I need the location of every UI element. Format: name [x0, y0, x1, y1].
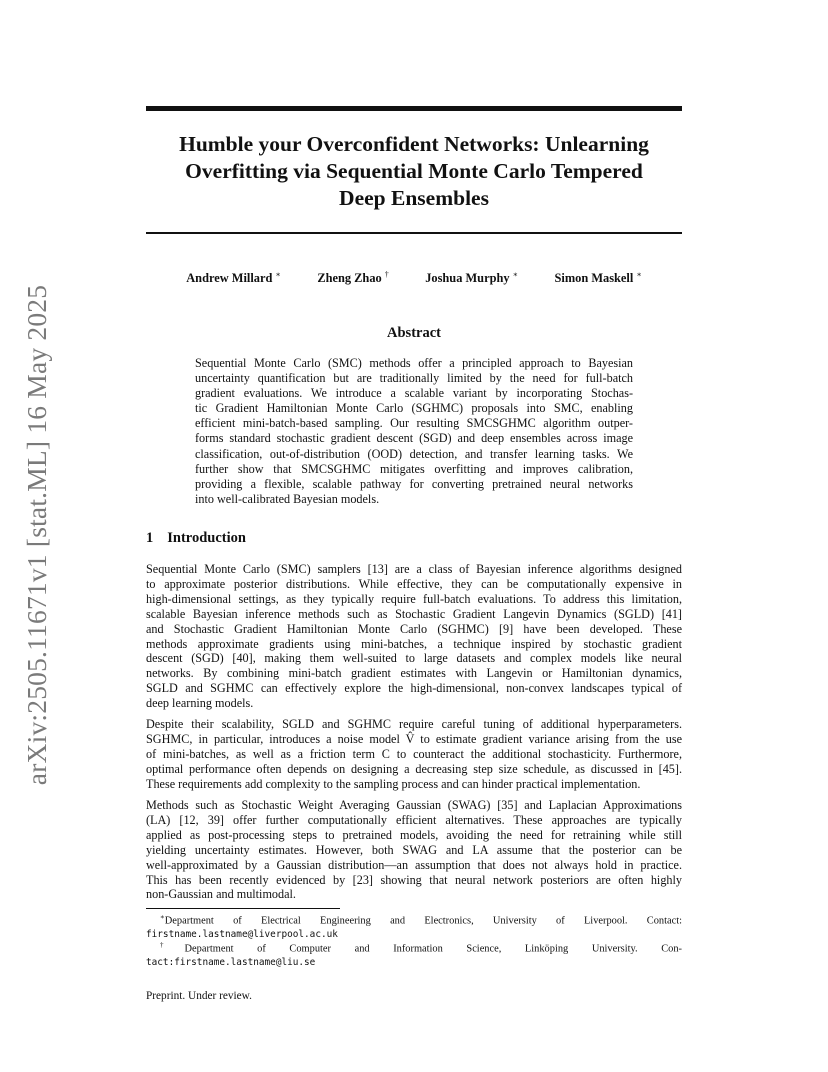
- abstract-heading: Abstract: [387, 325, 441, 341]
- intro-paragraph-1: [146, 562, 682, 711]
- title-line: Overfitting via Sequential Monte Carlo Tempered: [185, 159, 643, 183]
- footnote-1: [146, 911, 682, 942]
- text-line: SGLD and SGHMC can effectively explore the high-dimensional, non-convex landscapes typical of: [146, 681, 682, 696]
- text-line: applied as post-processing steps to pretrained models, avoiding the need for retraining while still: [146, 827, 682, 842]
- author: Andrew Millard ∗: [186, 270, 281, 286]
- text-line: and Stochastic Gradient Hamiltonian Monte Carlo (SGHMC) [9] have been developed. These: [146, 621, 682, 636]
- text-line: descent (SGD) [40], making them well-suited to large datasets and complex models like neural: [146, 651, 682, 666]
- affiliation-mark: ∗: [512, 270, 518, 279]
- text-line: networks. By combining mini-batch gradient estimates with Langevin or Hamiltonian dynamics,: [146, 666, 682, 681]
- arxiv-identifier-stamp: [8, 285, 66, 785]
- text-line: yielding uncertainty estimates. However, both SWAG and LA assume that the posterior can be: [146, 842, 682, 857]
- title-line: Deep Ensembles: [339, 186, 489, 210]
- affiliation-mark: †: [384, 270, 389, 279]
- affiliation-mark: ∗: [275, 270, 281, 279]
- footnote-email: tact:firstname.lastname@liu.se: [146, 957, 316, 969]
- text-line: Despite their scalability, SGLD and SGHMC require careful tuning of additional hyperparameters.: [146, 717, 682, 731]
- abstract-text: [195, 356, 633, 507]
- author: Joshua Murphy ∗: [425, 270, 518, 286]
- text-line: to approximate posterior distributions. While effective, they can be computationally expensive in: [146, 576, 682, 591]
- footnote-mark: ∗: [160, 913, 165, 921]
- text-line: of mini-batches, as well as a friction term C to counteract the additional stochasticity. Furthermore,: [146, 746, 682, 761]
- footnote-line: ∗Department of Electrical Engineering and Electronics, University of Liverpool. Contact:: [160, 913, 682, 927]
- paper-title: [146, 131, 682, 212]
- title-bottom-rule: [146, 232, 682, 234]
- footnote-divider: [146, 908, 340, 909]
- text-line: uncertainty quantification but are traditionally limited by the need for full-batch: [195, 371, 633, 386]
- text-line: Sequential Monte Carlo (SMC) methods offer a principled approach to Bayesian: [195, 356, 633, 370]
- text-line: forms standard stochastic gradient descent (SGD) and deep ensembles across image: [195, 431, 633, 446]
- author: Zheng Zhao †: [317, 270, 389, 286]
- text-line: This has been recently evidenced by [23] showing that neural network posteriors are often highly: [146, 872, 682, 887]
- text-line: Methods such as Stochastic Weight Averaging Gaussian (SWAG) [35] and Laplacian Approximations: [146, 798, 682, 812]
- footnote-mark: †: [160, 941, 185, 949]
- text-line: high-dimensional settings, as they typically require full-batch evaluations. To address this limitation,: [146, 591, 682, 606]
- text-line: providing a flexible, scalable pathway for converting pretrained neural networks: [195, 476, 633, 491]
- title-line: Humble your Overconfident Networks: Unlearning: [179, 132, 649, 156]
- text-line: (LA) [12, 39] offer further computationally efficient alternatives. These approaches are typically: [146, 812, 682, 827]
- text-line: These requirements add complexity to the sampling process and can hinder practical implementation.: [146, 776, 641, 791]
- intro-paragraph-3: [146, 798, 682, 902]
- text-line: SGHMC, in particular, introduces a noise model V̂ to estimate gradient variance arising from the use: [146, 731, 682, 746]
- footnote-2: [146, 939, 682, 970]
- text-line: deep learning models.: [146, 696, 254, 711]
- arxiv-identifier-text: arXiv:2505.11671v1 [stat.ML] 16 May 2025: [21, 284, 52, 786]
- text-line: methods approximate gradients using mini-batches, a technique inspired by stochastic gradient: [146, 636, 682, 651]
- section-title: Introduction: [167, 530, 246, 546]
- text-line: scalable Bayesian inference methods such as Stochastic Gradient Langevin Dynamics (SGLD) [41]: [146, 606, 682, 621]
- author-list: [146, 270, 682, 286]
- title-top-rule: [146, 106, 682, 111]
- text-line: optimal performance often depends on designing a decreasing step size schedule, as discussed in [45].: [146, 761, 682, 776]
- section-heading: [146, 530, 246, 547]
- footnote-line: †Department of Computer and Information Science, Linköping University. Con-: [160, 941, 682, 955]
- affiliation-mark: ∗: [636, 270, 642, 279]
- section-number: 1: [146, 530, 154, 546]
- text-line: non-Gaussian and multimodal.: [146, 887, 296, 902]
- text-line: tic Gradient Hamiltonian Monte Carlo (SGHMC) proposals into SMC, enabling: [195, 401, 633, 416]
- text-line: gradient evaluations. We introduce a scalable variant by incorporating Stochas-: [195, 386, 633, 401]
- text-line: Sequential Monte Carlo (SMC) samplers [13] are a class of Bayesian inference algorithms designed: [146, 562, 682, 576]
- text-line: classification, out-of-distribution (OOD) detection, and transfer learning tasks. We: [195, 446, 633, 461]
- preprint-notice: Preprint. Under review.: [146, 990, 252, 1002]
- intro-paragraph-2: [146, 717, 682, 792]
- text-line: further show that SMCSGHMC mitigates overfitting and improves calibration,: [195, 461, 633, 476]
- text-line: efficient mini-batch-based sampling. Our resulting SMCSGHMC algorithm outper-: [195, 416, 633, 431]
- author: Simon Maskell ∗: [554, 270, 642, 286]
- text-line: well-approximated by a Gaussian distribution—an assumption that does not always hold in practice.: [146, 857, 682, 872]
- footnote-email: firstname.lastname@liverpool.ac.uk: [146, 929, 338, 941]
- text-line: into well-calibrated Bayesian models.: [195, 491, 380, 506]
